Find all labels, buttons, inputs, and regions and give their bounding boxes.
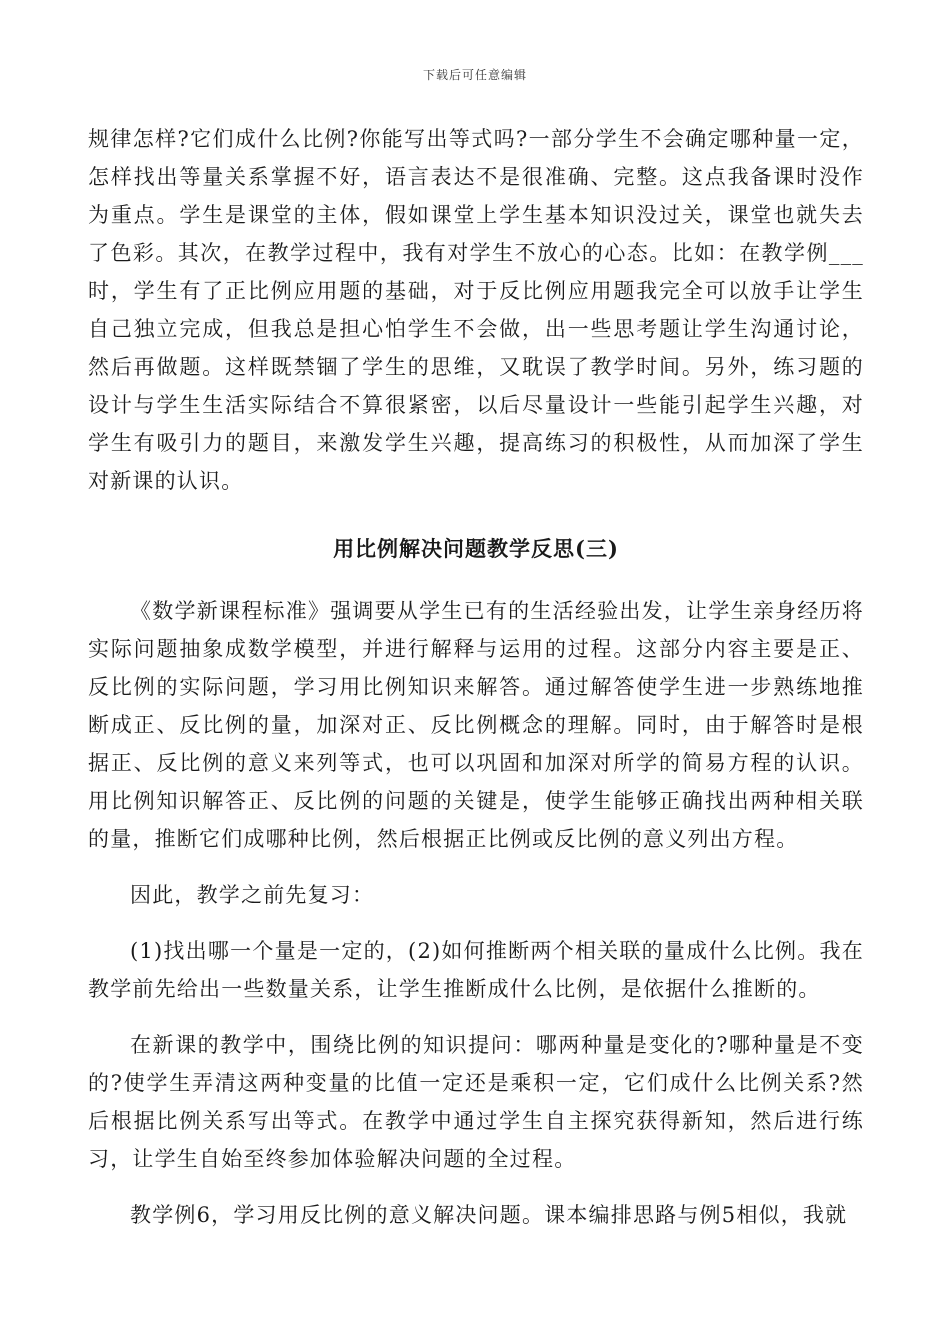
paragraph-curriculum: 《数学新课程标准》强调要从学生已有的生活经验出发，让学生亲身经历将实际问题抽象成数学模型，并进行解释与运用的过程。这部分内容主要是正、反比例的实际问题，学习用比例知识来解答。通过解答使学生进一步熟练地推断成正、反比例的量，加深对正、反比例概念的理解。同时，由于解答时是根据正、反比例的意义来列等式，也可以巩固和加深对所学的简易方程的认识。用比例知识解答正、反比例的问题的关键是，使学生能够正确找出两种相关联的量，推断它们成哪种比例，然后根据正比例或反比例的意义列出方程。 xyxy=(88,599,864,851)
paragraph-review-steps: (1)找出哪一个量是一定的，(2)如何推断两个相关联的量成什么比例。我在教学前先给出一些数量关系，让学生推断成什么比例，是依据什么推断的。 xyxy=(88,939,864,1001)
paragraph-review-intro: 因此，教学之前先复习： xyxy=(130,883,375,907)
section-title: 用比例解决问题教学反思(三) xyxy=(333,536,619,561)
paragraph-example-6: 教学例6，学习用反比例的意义解决问题。课本编排思路与例5相似，我就 xyxy=(130,1203,848,1227)
document-body xyxy=(88,120,864,1234)
page-header-note: 下载后可任意编辑 xyxy=(422,68,527,82)
paragraph-continued: 规律怎样?它们成什么比例?你能写出等式吗?一部分学生不会确定哪种量一定，怎样找出等量关系掌握不好，语言表达不是很准确、完整。这点我备课时没作为重点。学生是课堂的主体，假如课堂上学生基本知识没过关，课堂也就失去了色彩。其次，在教学过程中，我有对学生不放心的心态。比如：在教学例___时，学生有了正比例应用题的基础，对于反比例应用题我完全可以放手让学生自己独立完成，但我总是担心怕学生不会做，出一些思考题让学生沟通讨论，然后再做题。这样既禁锢了学生的思维，又耽误了教学时间。另外，练习题的设计与学生生活实际结合不算很紧密，以后尽量设计一些能引起学生兴趣，对学生有吸引力的题目，来激发学生兴趣，提高练习的积极性，从而加深了学生对新课的认识。 xyxy=(88,127,864,493)
paragraph-new-lesson: 在新课的教学中，围绕比例的知识提问：哪两种量是变化的?哪种量是不变的?使学生弄清这两种变量的比值一定还是乘积一定，它们成什么比例关系?然后根据比例关系写出等式。在教学中通过学生自主探究获得新知，然后进行练习，让学生自始至终参加体验解决问题的全过程。 xyxy=(88,1033,864,1171)
